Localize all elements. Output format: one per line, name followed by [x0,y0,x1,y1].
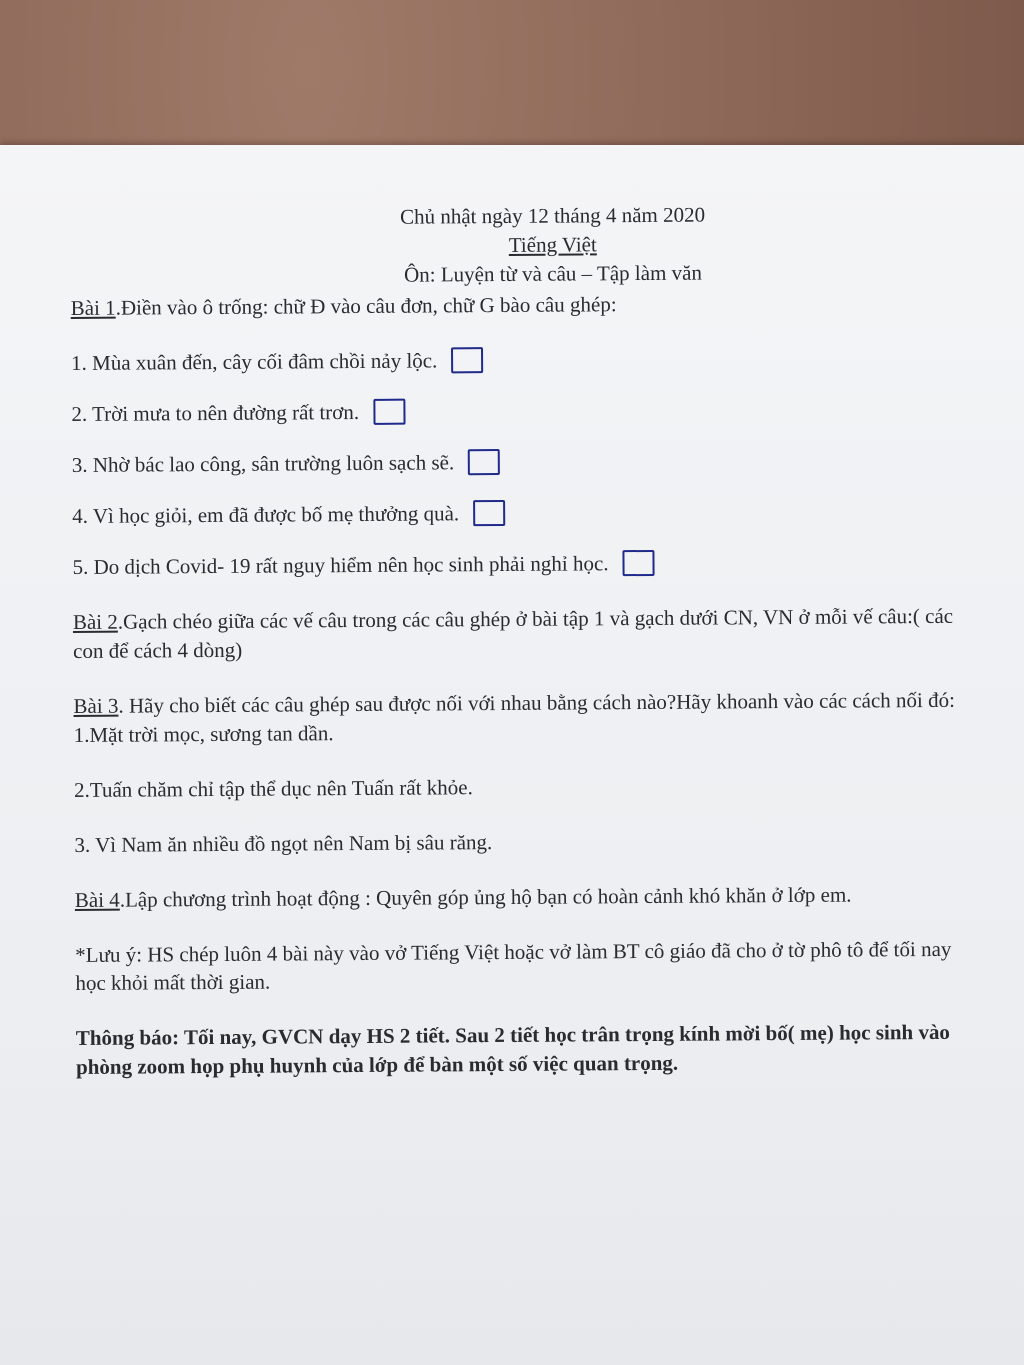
exercise-1-item [72,495,982,530]
exercise-1-label: Bài 1 [70,295,116,320]
exercise-3-item: 2.Tuấn chăm chỉ tập thể dục nên Tuấn rất khỏe. [73,774,473,802]
exercise-1-item-text: 4. Vì học giỏi, em đã được bố mẹ thưởng quà. [72,501,460,528]
exercise-1-item-text: 1. Mùa xuân đến, cây cối đâm chồi nảy lộc. [71,348,438,375]
exercise-1-item-text: 3. Nhờ bác lao công, sân trường luôn sạch sẽ. [71,450,455,477]
exercise-3-label: Bài 3 [73,693,119,718]
note: *Lưu ý: HS chép luôn 4 bài này vào vở Tiếng Việt hoặc vở làm BT cô giáo đã cho ở tờ phô tô để tối nay học khỏi mất thời gian. [75,936,952,996]
exercise-2 [73,601,983,665]
exercise-3-item: 1.Mặt trời mọc, sương tan dần. [73,720,334,747]
answer-box [451,347,483,373]
exercise-1-item [71,393,981,428]
answer-box [468,449,500,475]
announcement: Thông báo: Tối nay, GVCN dạy HS 2 tiết. Sau 2 tiết học trân trọng kính mời bố( mẹ) học sinh vào phòng zoom họp phụ huynh của lớp để bàn một số việc quan trọng. [75,1020,950,1080]
worksheet-date: Chủ nhật ngày 12 tháng 4 năm 2020 [399,202,706,229]
worksheet-paper [0,145,1024,1365]
exercise-1-item [72,444,982,479]
exercise-1-item-text: 5. Do dịch Covid- 19 rất nguy hiểm nên học sinh phải nghỉ học. [72,550,609,579]
exercise-2-label: Bài 2 [72,609,118,634]
exercise-1-item-text: 2. Trời mưa to nên đường rất trơn. [71,399,360,426]
answer-box [473,500,505,526]
subject-title: Tiếng Việt [508,232,597,257]
exercise-4-text: .Lập chương trình hoạt động : Quyên góp ủng hộ bạn có hoàn cảnh khó khăn ở lớp em. [119,882,852,912]
exercise-1-item [71,343,981,378]
worksheet-topic: Ôn: Luyện từ và câu – Tập làm văn [403,260,703,287]
worksheet-content [70,199,986,1083]
answer-box [373,399,405,425]
exercise-3-item: 3. Vì Nam ăn nhiều đồ ngọt nên Nam bị sâu răng. [74,829,493,857]
exercise-1-heading [71,288,981,323]
exercise-2-text: .Gạch chéo giữa các vế câu trong các câu ghép ở bài tập 1 và gạch dưới CN, VN ở mỗi vế câu:( các con để cách 4 dòng) [73,603,954,663]
exercise-4-label: Bài 4 [74,887,120,912]
exercise-1-text: .Điền vào ô trống: chữ Đ vào câu đơn, chữ G bào câu ghép: [115,292,617,320]
answer-box [622,550,654,576]
exercise-3-text: . Hãy cho biết các câu ghép sau được nối với nhau bằng cách nào?Hãy khoanh vào các cách nối đó: [118,687,955,718]
